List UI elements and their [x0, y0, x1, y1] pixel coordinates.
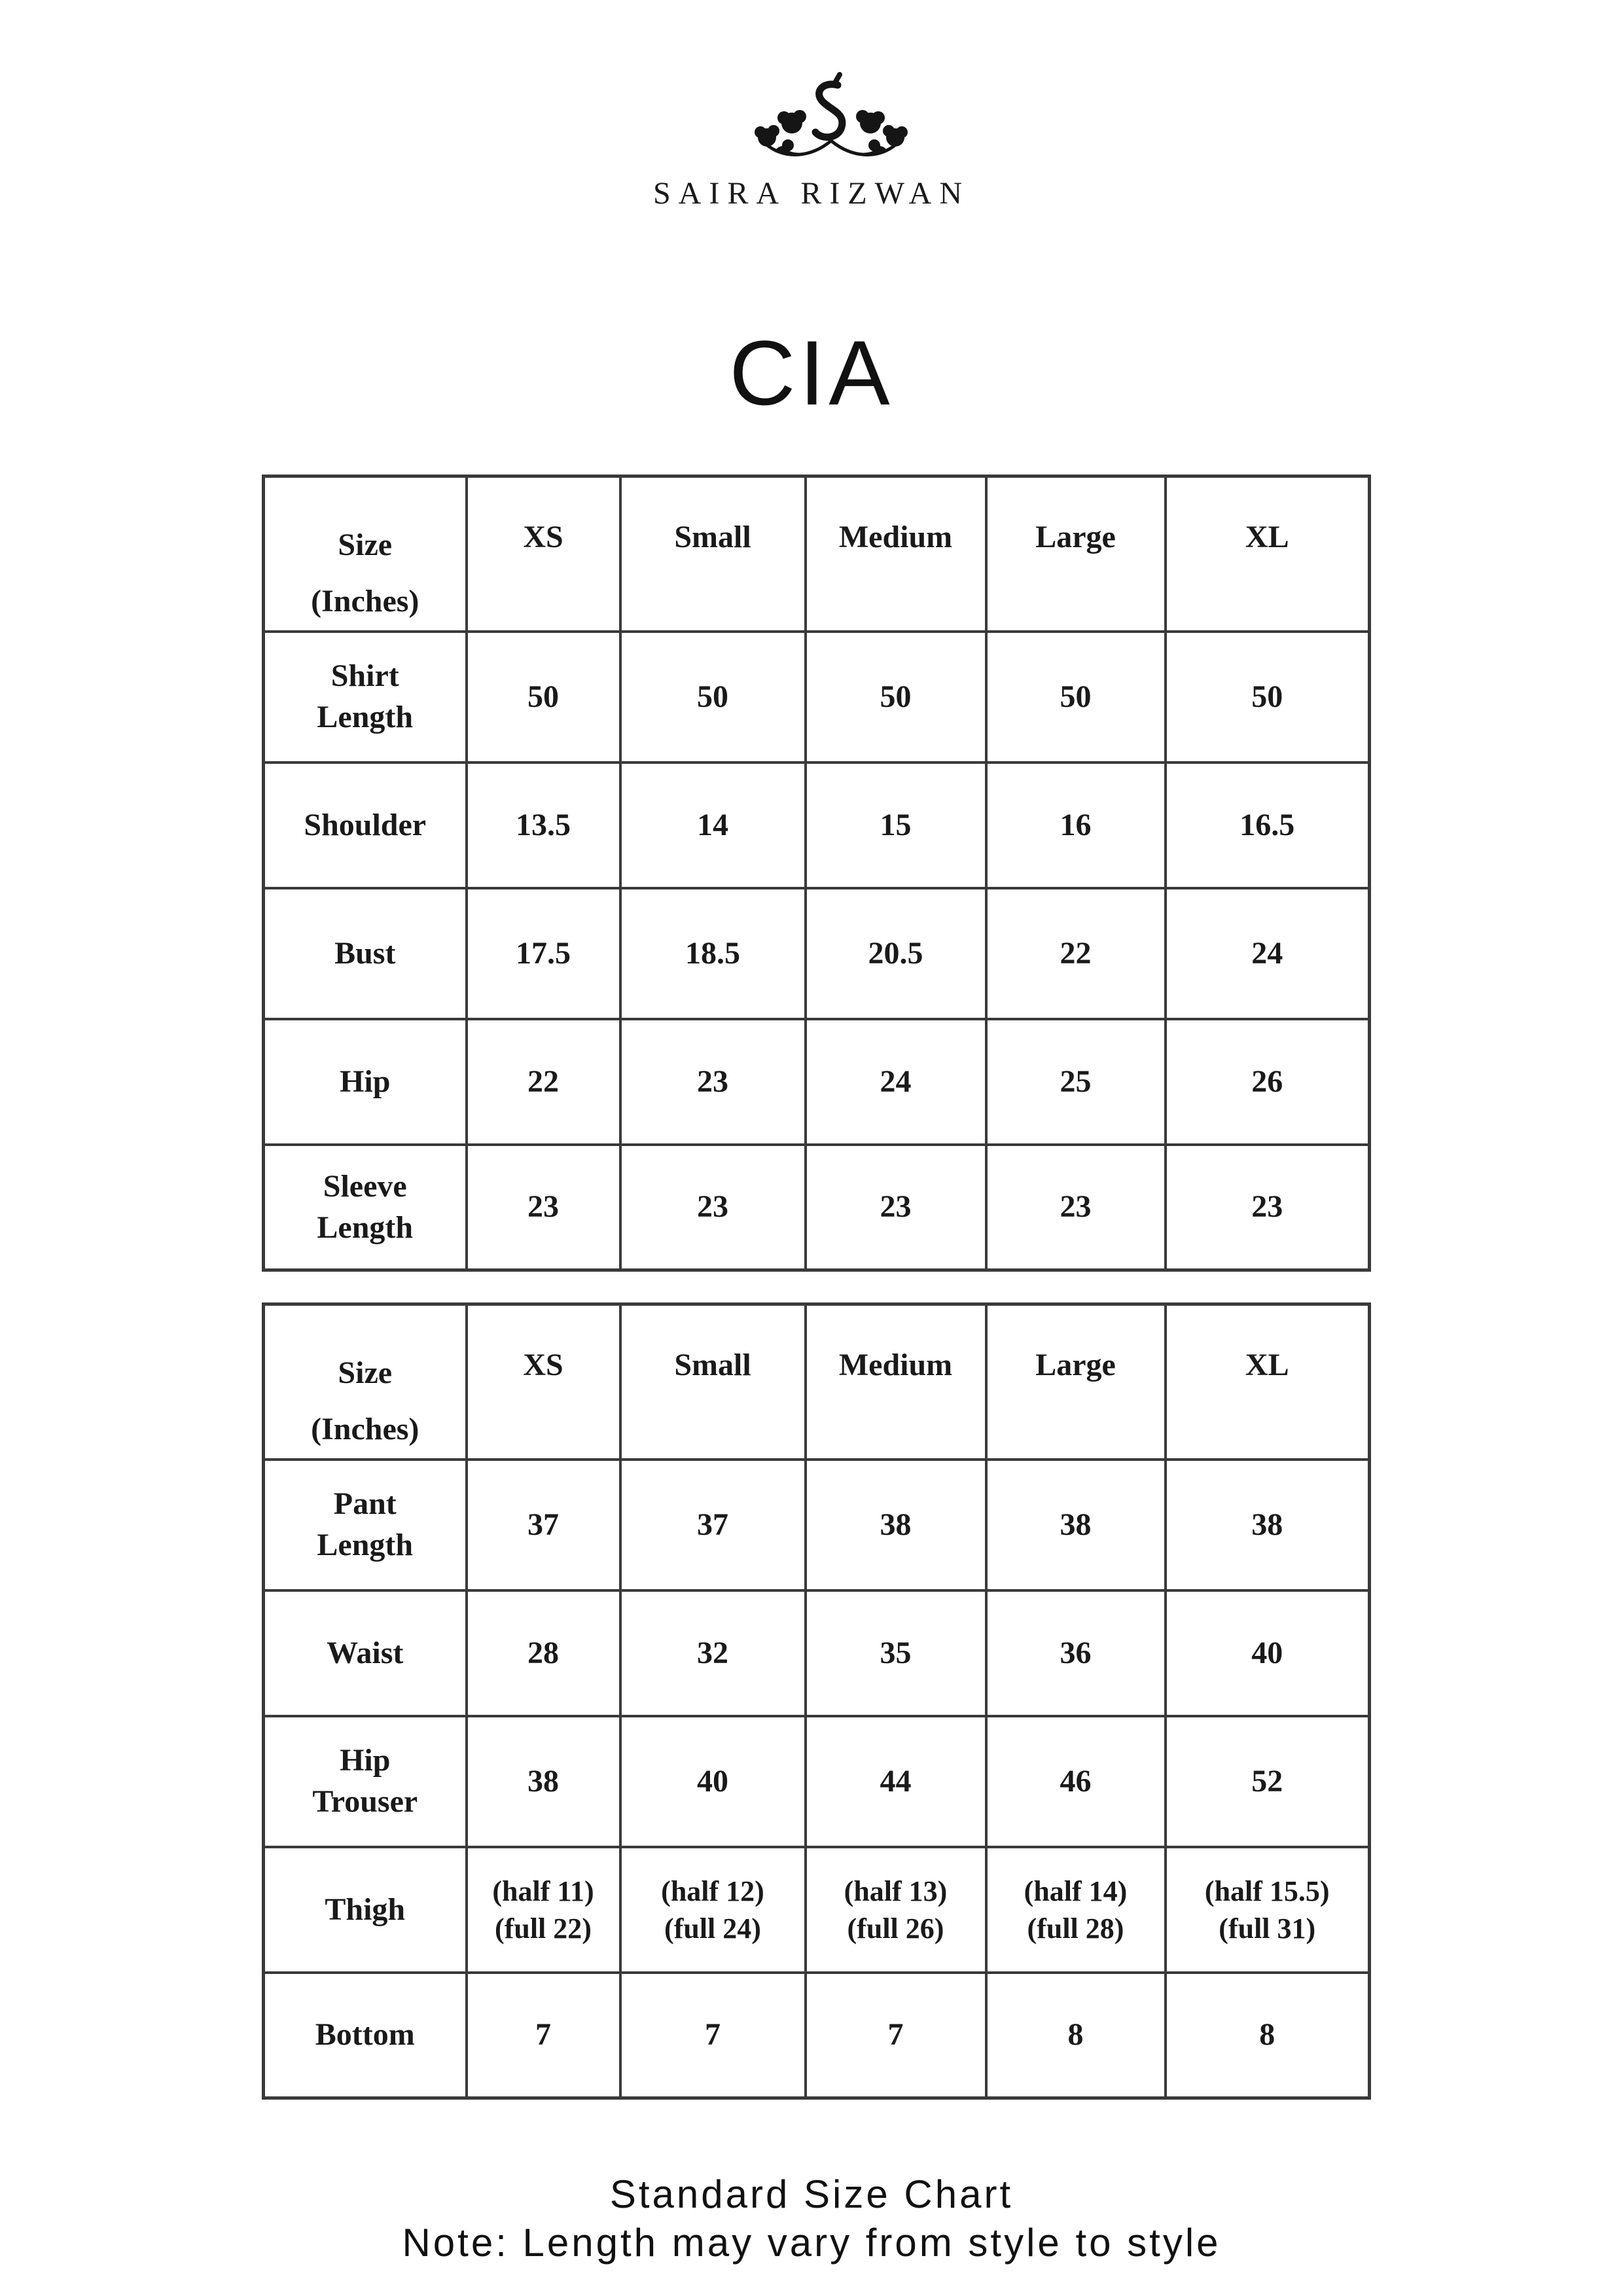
row-label: Waist	[264, 1590, 467, 1716]
value-cell: 38	[806, 1460, 986, 1590]
value-cell: 7	[806, 1973, 986, 2098]
corner-label-size: Size	[338, 1355, 393, 1390]
value-cell: 18.5	[620, 888, 806, 1019]
size-corner-cell	[264, 476, 467, 632]
page-title: CIA	[729, 321, 894, 424]
table-row-bottom	[264, 1973, 1370, 2098]
value-line: (full 28)	[1027, 1912, 1124, 1945]
column-header-xl: XL	[1166, 1304, 1370, 1460]
column-header-medium: Medium	[806, 476, 986, 632]
value-cell	[620, 1847, 806, 1973]
column-header-xl: XL	[1166, 476, 1370, 632]
value-cell: 13.5	[467, 762, 620, 888]
shirt-size-table	[262, 475, 1371, 1272]
row-label: Hip	[264, 1019, 467, 1145]
trouser-size-table	[262, 1302, 1371, 2100]
column-header-large: Large	[986, 1304, 1166, 1460]
value-cell: 8	[1166, 1973, 1370, 2098]
value-cell: 50	[467, 632, 620, 762]
table-row-shoulder	[264, 762, 1370, 888]
value-cell: 24	[1166, 888, 1370, 1019]
table-row-hip	[264, 1019, 1370, 1145]
value-cell: 23	[467, 1145, 620, 1270]
value-cell: 16	[986, 762, 1166, 888]
value-cell: 8	[986, 1973, 1166, 2098]
table-row-hip-trouser	[264, 1716, 1370, 1847]
row-label: Shirt Length	[264, 632, 467, 762]
value-cell: 46	[986, 1716, 1166, 1847]
size-corner-cell	[264, 1304, 467, 1460]
value-cell: 40	[620, 1716, 806, 1847]
column-header-xs: XS	[467, 1304, 620, 1460]
corner-label-size: Size	[338, 528, 393, 562]
value-cell: 36	[986, 1590, 1166, 1716]
value-cell: 52	[1166, 1716, 1370, 1847]
value-cell: 20.5	[806, 888, 986, 1019]
row-label: Thigh	[264, 1847, 467, 1973]
column-header-large: Large	[986, 476, 1166, 632]
value-cell: 40	[1166, 1590, 1370, 1716]
value-line: (half 14)	[1024, 1874, 1128, 1907]
value-line: (half 13)	[844, 1874, 948, 1907]
value-line: (full 22)	[495, 1912, 592, 1945]
row-label: Hip Trouser	[264, 1716, 467, 1847]
table-row-bust	[264, 888, 1370, 1019]
column-header-medium: Medium	[806, 1304, 986, 1460]
value-line: (half 12)	[661, 1874, 764, 1907]
value-cell: 37	[620, 1460, 806, 1590]
value-cell: 24	[806, 1019, 986, 1145]
value-cell: 38	[986, 1460, 1166, 1590]
value-cell: 28	[467, 1590, 620, 1716]
table-row-waist	[264, 1590, 1370, 1716]
value-line: (full 26)	[847, 1912, 944, 1945]
value-cell: 38	[1166, 1460, 1370, 1590]
value-line: (half 15.5)	[1204, 1874, 1330, 1907]
value-cell: 44	[806, 1716, 986, 1847]
value-cell: 7	[620, 1973, 806, 2098]
row-label: Pant Length	[264, 1460, 467, 1590]
table-row-pant-length	[264, 1460, 1370, 1590]
value-cell: 37	[467, 1460, 620, 1590]
row-label: Sleeve Length	[264, 1145, 467, 1270]
value-cell: 35	[806, 1590, 986, 1716]
value-cell: 17.5	[467, 888, 620, 1019]
value-cell: 50	[620, 632, 806, 762]
value-cell: 15	[806, 762, 986, 888]
row-label: Bust	[264, 888, 467, 1019]
value-cell	[986, 1847, 1166, 1973]
footer-chart-label: Standard Size Chart	[609, 2172, 1014, 2216]
value-cell: 38	[467, 1716, 620, 1847]
column-header-small: Small	[620, 1304, 806, 1460]
value-cell: 16.5	[1166, 762, 1370, 888]
table-header-row	[264, 476, 1370, 632]
value-cell: 50	[806, 632, 986, 762]
value-line: (half 11)	[492, 1874, 594, 1907]
brand-name: SAIRA RIZWAN	[652, 176, 970, 211]
value-cell: 23	[986, 1145, 1166, 1270]
table-row-shirt-length	[264, 632, 1370, 762]
value-cell: 22	[986, 888, 1166, 1019]
corner-label-inches: (Inches)	[311, 584, 419, 619]
value-cell: 23	[620, 1019, 806, 1145]
value-line: (full 31)	[1219, 1912, 1316, 1945]
value-cell	[806, 1847, 986, 1973]
value-cell: 26	[1166, 1019, 1370, 1145]
corner-label-inches: (Inches)	[311, 1412, 419, 1447]
value-cell	[467, 1847, 620, 1973]
value-cell: 23	[806, 1145, 986, 1270]
footer-note: Note: Length may vary from style to style	[402, 2221, 1221, 2265]
value-cell: 25	[986, 1019, 1166, 1145]
table-row-sleeve-length	[264, 1145, 1370, 1270]
value-cell: 14	[620, 762, 806, 888]
column-header-xs: XS	[467, 476, 620, 632]
value-cell: 7	[467, 1973, 620, 2098]
value-line: (full 24)	[664, 1912, 761, 1945]
row-label: Shoulder	[264, 762, 467, 888]
value-cell: 32	[620, 1590, 806, 1716]
column-header-small: Small	[620, 476, 806, 632]
value-cell: 50	[986, 632, 1166, 762]
value-cell: 50	[1166, 632, 1370, 762]
floral-monogram-logo	[746, 72, 916, 170]
value-cell: 23	[1166, 1145, 1370, 1270]
value-cell: 23	[620, 1145, 806, 1270]
row-label: Bottom	[264, 1973, 467, 2098]
value-cell	[1166, 1847, 1370, 1973]
table-row-thigh	[264, 1847, 1370, 1973]
value-cell: 22	[467, 1019, 620, 1145]
table-header-row	[264, 1304, 1370, 1460]
